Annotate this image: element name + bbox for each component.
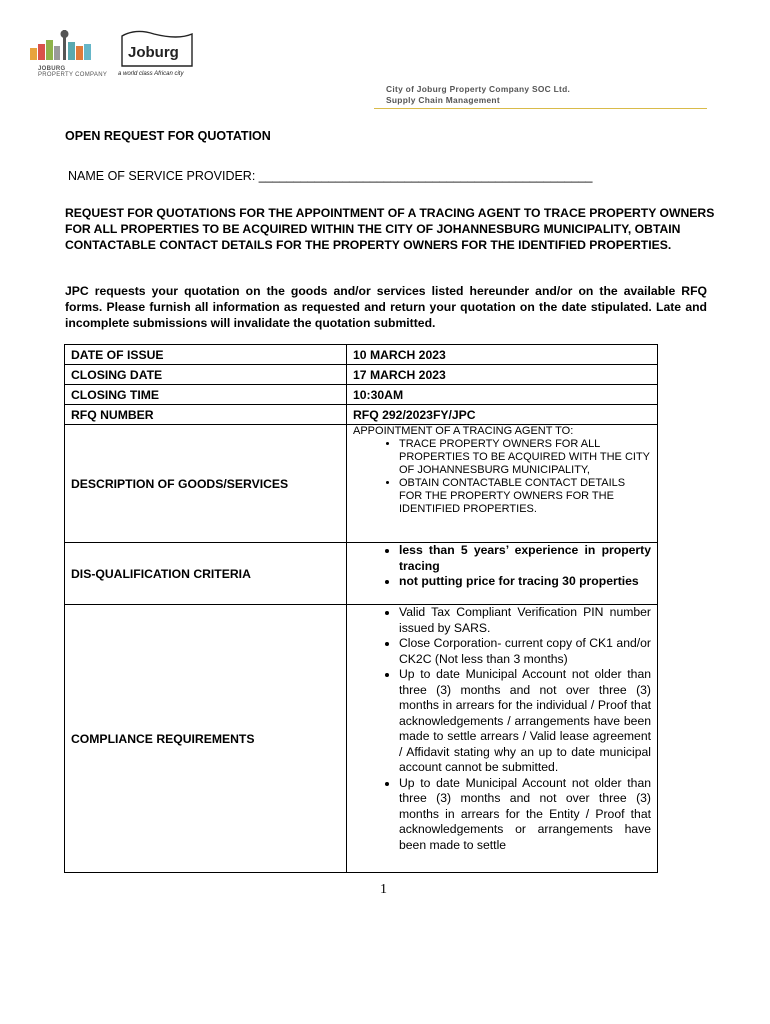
service-provider-field: NAME OF SERVICE PROVIDER: ________________________________________________ <box>68 169 593 183</box>
joburg-tagline: a world class African city <box>118 71 184 77</box>
rfq-details-table <box>64 344 658 873</box>
list-item: • Up to date Municipal Account not older than three (3) months and not over three (3) months in arrears for the Entity / Proof that acknowledgements or arrangements have been made to settle <box>399 776 651 854</box>
department-name: Supply Chain Management <box>386 95 500 105</box>
compliance-value <box>347 605 658 873</box>
table-row <box>65 405 658 425</box>
disqualification-label: DIS-QUALIFICATION CRITERIA <box>65 543 347 605</box>
table-row <box>65 365 658 385</box>
compliance-label: COMPLIANCE REQUIREMENTS <box>65 605 347 873</box>
rfq-number-label: RFQ NUMBER <box>65 405 347 425</box>
svg-text:Joburg: Joburg <box>128 44 179 61</box>
document-title: OPEN REQUEST FOR QUOTATION <box>65 129 271 143</box>
joburg-logo <box>118 30 196 70</box>
closing-date-value: 17 MARCH 2023 <box>347 365 658 385</box>
disqualification-list <box>353 543 651 590</box>
disqualification-value <box>347 543 658 605</box>
rfq-number-value: RFQ 292/2023FY/JPC <box>347 405 658 425</box>
date-of-issue-label: DATE OF ISSUE <box>65 345 347 365</box>
table-row <box>65 605 658 873</box>
table-row <box>65 385 658 405</box>
table-row <box>65 425 658 543</box>
description-label: DESCRIPTION OF GOODS/SERVICES <box>65 425 347 543</box>
header-divider <box>374 108 707 109</box>
table-row <box>65 345 658 365</box>
rfq-heading: REQUEST FOR QUOTATIONS FOR THE APPOINTMENT OF A TRACING AGENT TO TRACE PROPERTY OWNERS FOR ALL PROPERTIES TO BE ACQUIRED WITHIN THE CITY OF JOHANNESBURG MUNICIPALITY, OBTAIN CONTACTABLE CONTACT DETAILS FOR THE PROPERTY OWNERS FOR THE IDENTIFIED PROPERTIES. <box>65 206 715 252</box>
description-list <box>353 438 651 516</box>
list-item: • Valid Tax Compliant Verification PIN number issued by SARS. <box>399 605 651 636</box>
rfq-intro: JPC requests your quotation on the goods and/or services listed hereunder and/or on the available RFQ forms. Please furnish all information as requested and return your quotation on the date stipulated. Late and incomplete submissions will invalidate the quotation submitted. <box>65 284 707 330</box>
list-item: • TRACE PROPERTY OWNERS FOR ALL PROPERTIES TO BE ACQUIRED WITH THE CITY OF JOHANNESBURG MUNICIPALITY, <box>399 438 651 477</box>
page-number: 1 <box>380 882 387 897</box>
closing-time-value: 10:30AM <box>347 385 658 405</box>
list-item: • Close Corporation- current copy of CK1 and/or CK2C (Not less than 3 months) <box>399 636 651 667</box>
company-header <box>386 84 570 106</box>
closing-time-label: CLOSING TIME <box>65 385 347 405</box>
date-of-issue-value: 10 MARCH 2023 <box>347 345 658 365</box>
description-value <box>347 425 658 543</box>
list-item: • Up to date Municipal Account not older than three (3) months and not over three (3) months in arrears for the individual / Proof that acknowledgements / arrangements have been made to settle arrears / Valid lease agreement / Affidavit stating why an up to date municipal account cannot be submitted. <box>399 667 651 776</box>
company-name: City of Joburg Property Company SOC Ltd. <box>386 84 571 94</box>
description-intro: APPOINTMENT OF A TRACING AGENT TO: <box>353 425 574 437</box>
jpc-logo-text: JOBURG PROPERTY COMPANY <box>38 66 108 78</box>
closing-date-label: CLOSING DATE <box>65 365 347 385</box>
list-item: • not putting price for tracing 30 properties <box>399 574 651 590</box>
list-item: • OBTAIN CONTACTABLE CONTACT DETAILS FOR THE PROPERTY OWNERS FOR THE IDENTIFIED PROPERTIES. <box>399 477 651 516</box>
table-row <box>65 543 658 605</box>
compliance-list <box>353 605 651 853</box>
list-item: • less than 5 years’ experience in property tracing <box>399 543 651 574</box>
